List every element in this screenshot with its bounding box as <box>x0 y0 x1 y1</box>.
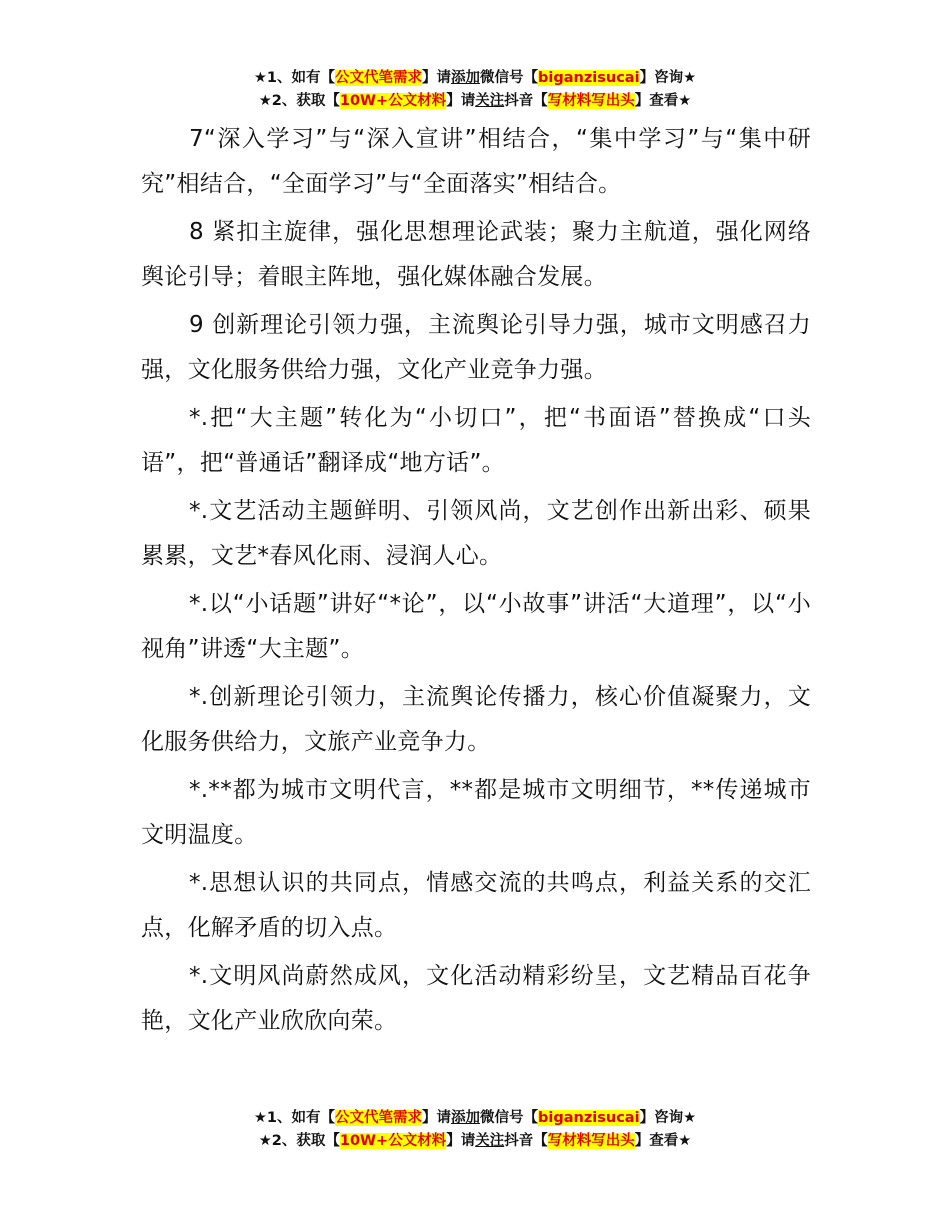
header-line-2 <box>0 90 950 113</box>
header-line-1-text: 】请 <box>422 70 452 86</box>
header-underlined-follow: 关注 <box>475 93 505 109</box>
footer-highlight-wechat-id: biganzisucai <box>538 1110 640 1126</box>
document-body <box>141 117 811 1047</box>
footer-highlight-materials: 10W+公文材料 <box>339 1133 447 1149</box>
paragraph: *.创新理论引领力，主流舆论传播力，核心价值凝聚力，文化服务供给力，文旅产业竞争力。 <box>141 684 811 755</box>
paragraph: *.**都为城市文明代言，**都是城市文明细节，**传递城市文明温度。 <box>141 777 811 848</box>
paragraph: 7“深入学习”与“深入宣讲”相结合，“集中学习”与“集中研究”相结合，“全面学习”与“全面落实”相结合。 <box>141 126 811 197</box>
paragraph: *.思想认识的共同点，情感交流的共鸣点，利益关系的交汇点，化解矛盾的切入点。 <box>141 870 811 941</box>
footer-line-2-prefix: ★2、获取【 <box>258 1133 340 1149</box>
footer-line-1-text-2: 微信号【 <box>480 1110 539 1126</box>
paragraph: *.把“大主题”转化为“小切口”，把“书面语”替换成“口头语”，把“普通话”翻译成“地方话”。 <box>141 405 811 476</box>
header-line-1-suffix: 】咨询★ <box>639 70 697 86</box>
header-underlined-add: 添加 <box>451 70 481 86</box>
footer-line-2 <box>0 1130 950 1153</box>
footer-line-2-text: 】请 <box>446 1133 476 1149</box>
header-line-1-text-2: 微信号【 <box>480 70 539 86</box>
header-highlight-douyin: 写材料写出头 <box>547 93 635 109</box>
footer-highlight-service: 公文代笔需求 <box>335 1110 423 1126</box>
footer-underlined-add: 添加 <box>451 1110 481 1126</box>
footer-banner <box>0 1107 950 1153</box>
paragraph: *.以“小话题”讲好“*论”，以“小故事”讲活“大道理”，以“小视角”讲透“大主题”。 <box>141 591 811 662</box>
header-line-2-prefix: ★2、获取【 <box>258 93 340 109</box>
header-line-1 <box>0 67 950 90</box>
footer-highlight-douyin: 写材料写出头 <box>547 1133 635 1149</box>
header-line-2-text: 】请 <box>446 93 476 109</box>
header-line-1-prefix: ★1、如有【 <box>253 70 336 86</box>
footer-line-1 <box>0 1107 950 1130</box>
paragraph: *.文艺活动主题鲜明、引领风尚，文艺创作出新出彩、硕果累累，文艺*春风化雨、浸润人心。 <box>141 498 811 569</box>
header-highlight-wechat-id: biganzisucai <box>538 70 640 86</box>
footer-line-1-suffix: 】咨询★ <box>639 1110 697 1126</box>
footer-line-1-prefix: ★1、如有【 <box>253 1110 336 1126</box>
header-line-2-suffix: 】查看★ <box>634 93 692 109</box>
footer-line-1-text: 】请 <box>422 1110 452 1126</box>
footer-line-2-suffix: 】查看★ <box>634 1133 692 1149</box>
header-banner <box>0 67 950 113</box>
paragraph: 8 紧扣主旋律，强化思想理论武装；聚力主航道，强化网络舆论引导；着眼主阵地，强化媒体融合发展。 <box>141 219 811 290</box>
paragraph: *.文明风尚蔚然成风，文化活动精彩纷呈，文艺精品百花争艳，文化产业欣欣向荣。 <box>141 963 811 1034</box>
footer-line-2-text-2: 抖音【 <box>504 1133 548 1149</box>
paragraph: 9 创新理论引领力强，主流舆论引导力强，城市文明感召力强，文化服务供给力强，文化产业竞争力强。 <box>141 312 811 383</box>
footer-underlined-follow: 关注 <box>475 1133 505 1149</box>
header-highlight-service: 公文代笔需求 <box>335 70 423 86</box>
header-highlight-materials: 10W+公文材料 <box>339 93 447 109</box>
header-line-2-text-2: 抖音【 <box>504 93 548 109</box>
